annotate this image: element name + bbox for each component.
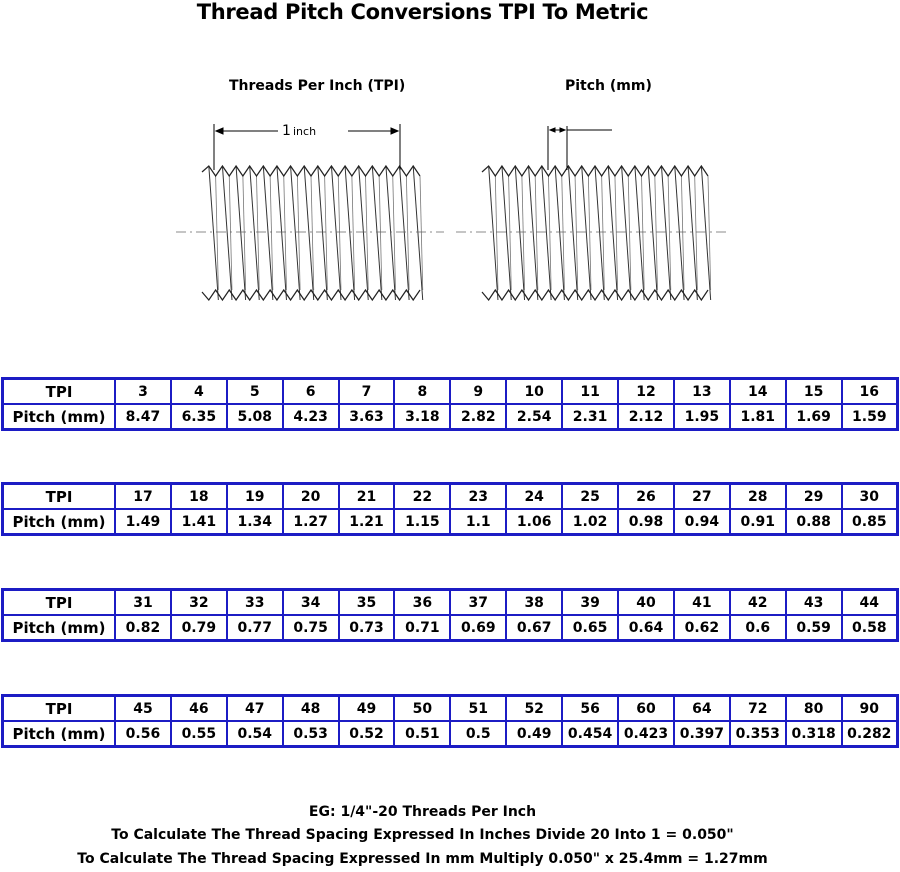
tpi-cell: 90 <box>842 696 898 722</box>
tpi-cell: 12 <box>618 379 674 405</box>
pitch-row-label: Pitch (mm) <box>3 615 116 641</box>
pitch-cell: 0.85 <box>842 509 898 535</box>
tpi-diagram-caption: Threads Per Inch (TPI) <box>229 78 406 94</box>
pitch-cell: 4.23 <box>283 404 339 430</box>
tpi-cell: 29 <box>786 484 842 510</box>
pitch-cell: 3.18 <box>394 404 450 430</box>
pitch-cell: 1.02 <box>562 509 618 535</box>
tpi-cell: 22 <box>394 484 450 510</box>
tpi-cell: 13 <box>674 379 730 405</box>
pitch-cell: 2.82 <box>450 404 506 430</box>
tpi-cell: 56 <box>562 696 618 722</box>
tpi-thread-illustration <box>176 166 444 300</box>
tpi-cell: 19 <box>227 484 283 510</box>
tpi-cell: 6 <box>283 379 339 405</box>
tpi-cell: 20 <box>283 484 339 510</box>
tpi-cell: 50 <box>394 696 450 722</box>
pitch-cell: 2.12 <box>618 404 674 430</box>
tpi-cell: 24 <box>506 484 562 510</box>
tpi-cell: 38 <box>506 590 562 616</box>
tpi-row-label: TPI <box>3 484 116 510</box>
tpi-cell: 17 <box>115 484 171 510</box>
example-note: EG: 1/4"-20 Threads Per Inch <box>308 804 537 820</box>
tpi-cell: 30 <box>842 484 898 510</box>
tpi-cell: 21 <box>339 484 395 510</box>
tpi-row <box>3 696 898 722</box>
pitch-cell: 0.69 <box>450 615 506 641</box>
pitch-cell: 1.15 <box>394 509 450 535</box>
pitch-cell: 1.41 <box>171 509 227 535</box>
pitch-cell: 0.53 <box>283 721 339 747</box>
pitch-cell: 6.35 <box>171 404 227 430</box>
pitch-row <box>3 509 898 535</box>
thread-diagram <box>170 110 730 310</box>
pitch-cell: 0.71 <box>394 615 450 641</box>
tpi-cell: 25 <box>562 484 618 510</box>
pitch-cell: 1.81 <box>730 404 786 430</box>
tpi-cell: 18 <box>171 484 227 510</box>
tpi-cell: 47 <box>227 696 283 722</box>
inch-calculation-note: To Calculate The Thread Spacing Expressed In Inches Divide 20 Into 1 = 0.050" <box>111 827 734 843</box>
tpi-cell: 46 <box>171 696 227 722</box>
pitch-cell: 2.31 <box>562 404 618 430</box>
tpi-cell: 10 <box>506 379 562 405</box>
tpi-cell: 3 <box>115 379 171 405</box>
pitch-cell: 0.67 <box>506 615 562 641</box>
tpi-cell: 80 <box>786 696 842 722</box>
tpi-cell: 23 <box>450 484 506 510</box>
pitch-row-label: Pitch (mm) <box>3 721 116 747</box>
pitch-cell: 0.94 <box>674 509 730 535</box>
tpi-cell: 35 <box>339 590 395 616</box>
pitch-cell: 0.75 <box>283 615 339 641</box>
conversion-table-1 <box>1 377 899 431</box>
tpi-cell: 15 <box>786 379 842 405</box>
tpi-row <box>3 590 898 616</box>
tpi-cell: 28 <box>730 484 786 510</box>
pitch-cell: 5.08 <box>227 404 283 430</box>
pitch-cell: 1.34 <box>227 509 283 535</box>
pitch-cell: 0.88 <box>786 509 842 535</box>
pitch-row-label: Pitch (mm) <box>3 509 116 535</box>
conversion-table-4 <box>1 694 899 748</box>
pitch-cell: 0.6 <box>730 615 786 641</box>
tpi-cell: 34 <box>283 590 339 616</box>
tpi-cell: 37 <box>450 590 506 616</box>
pitch-cell: 0.49 <box>506 721 562 747</box>
tpi-cell: 48 <box>283 696 339 722</box>
tpi-cell: 64 <box>674 696 730 722</box>
tpi-cell: 14 <box>730 379 786 405</box>
tpi-cell: 60 <box>618 696 674 722</box>
dimension-unit: inch <box>293 125 317 138</box>
pitch-cell: 3.63 <box>339 404 395 430</box>
tpi-cell: 8 <box>394 379 450 405</box>
tpi-row-label: TPI <box>3 696 116 722</box>
tpi-cell: 33 <box>227 590 283 616</box>
tpi-cell: 40 <box>618 590 674 616</box>
page-title: Thread Pitch Conversions TPI To Metric <box>196 0 649 24</box>
pitch-cell: 0.65 <box>562 615 618 641</box>
pitch-cell: 1.59 <box>842 404 898 430</box>
tpi-cell: 45 <box>115 696 171 722</box>
pitch-cell: 0.318 <box>786 721 842 747</box>
tpi-cell: 27 <box>674 484 730 510</box>
conversion-table-3 <box>1 588 899 642</box>
tpi-cell: 7 <box>339 379 395 405</box>
conversion-table-2 <box>1 482 899 536</box>
pitch-cell: 0.79 <box>171 615 227 641</box>
tpi-cell: 72 <box>730 696 786 722</box>
tpi-row-label: TPI <box>3 379 116 405</box>
tpi-cell: 36 <box>394 590 450 616</box>
tpi-row-label: TPI <box>3 590 116 616</box>
pitch-cell: 0.5 <box>450 721 506 747</box>
pitch-cell: 2.54 <box>506 404 562 430</box>
pitch-row <box>3 404 898 430</box>
pitch-cell: 1.49 <box>115 509 171 535</box>
tpi-cell: 41 <box>674 590 730 616</box>
pitch-row <box>3 721 898 747</box>
pitch-row <box>3 615 898 641</box>
pitch-cell: 1.69 <box>786 404 842 430</box>
tpi-cell: 11 <box>562 379 618 405</box>
pitch-cell: 8.47 <box>115 404 171 430</box>
pitch-cell: 0.56 <box>115 721 171 747</box>
pitch-cell: 1.1 <box>450 509 506 535</box>
pitch-cell: 0.91 <box>730 509 786 535</box>
pitch-cell: 0.59 <box>786 615 842 641</box>
pitch-cell: 0.454 <box>562 721 618 747</box>
pitch-cell: 0.77 <box>227 615 283 641</box>
pitch-row-label: Pitch (mm) <box>3 404 116 430</box>
tpi-cell: 16 <box>842 379 898 405</box>
tpi-row <box>3 379 898 405</box>
pitch-dimension <box>548 126 612 170</box>
tpi-cell: 49 <box>339 696 395 722</box>
pitch-cell: 0.52 <box>339 721 395 747</box>
pitch-cell: 0.73 <box>339 615 395 641</box>
dimension-value: 1 <box>282 123 291 139</box>
tpi-cell: 26 <box>618 484 674 510</box>
pitch-cell: 0.98 <box>618 509 674 535</box>
tpi-cell: 52 <box>506 696 562 722</box>
pitch-cell: 0.282 <box>842 721 898 747</box>
pitch-diagram-caption: Pitch (mm) <box>565 78 652 94</box>
tpi-cell: 42 <box>730 590 786 616</box>
pitch-cell: 0.62 <box>674 615 730 641</box>
tpi-cell: 39 <box>562 590 618 616</box>
tpi-cell: 5 <box>227 379 283 405</box>
pitch-cell: 1.06 <box>506 509 562 535</box>
pitch-cell: 0.423 <box>618 721 674 747</box>
pitch-cell: 0.51 <box>394 721 450 747</box>
tpi-cell: 4 <box>171 379 227 405</box>
pitch-cell: 1.95 <box>674 404 730 430</box>
tpi-row <box>3 484 898 510</box>
pitch-cell: 0.58 <box>842 615 898 641</box>
mm-calculation-note: To Calculate The Thread Spacing Expressed In mm Multiply 0.050" x 25.4mm = 1.27mm <box>77 851 768 867</box>
pitch-cell: 1.27 <box>283 509 339 535</box>
pitch-cell: 0.353 <box>730 721 786 747</box>
tpi-cell: 43 <box>786 590 842 616</box>
pitch-cell: 0.54 <box>227 721 283 747</box>
pitch-cell: 0.397 <box>674 721 730 747</box>
tpi-cell: 32 <box>171 590 227 616</box>
tpi-cell: 51 <box>450 696 506 722</box>
tpi-cell: 44 <box>842 590 898 616</box>
pitch-cell: 1.21 <box>339 509 395 535</box>
pitch-thread-illustration <box>456 166 730 300</box>
pitch-cell: 0.64 <box>618 615 674 641</box>
pitch-cell: 0.55 <box>171 721 227 747</box>
tpi-cell: 31 <box>115 590 171 616</box>
tpi-cell: 9 <box>450 379 506 405</box>
pitch-cell: 0.82 <box>115 615 171 641</box>
